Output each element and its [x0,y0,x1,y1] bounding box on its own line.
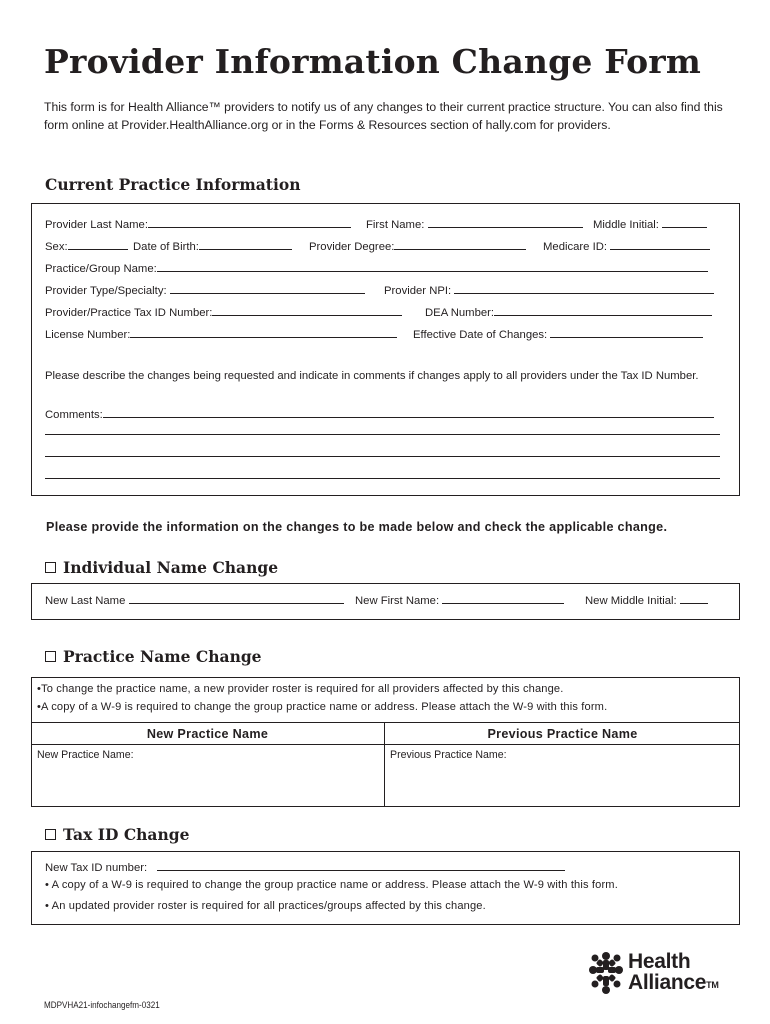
medicare-group [543,240,710,253]
medicare-id-field[interactable] [610,240,710,250]
row-tax-id [45,306,402,319]
practice-group-field[interactable] [157,262,708,272]
dob-field[interactable] [199,240,292,250]
comments-field[interactable] [103,408,714,418]
practice-change-frame [31,677,740,807]
logo-trademark: TM [706,980,719,990]
logo-line-health: Health [628,950,691,973]
new-middle-initial-field[interactable] [680,594,708,604]
effective-date-group [413,328,703,341]
first-name-field[interactable] [428,218,583,228]
current-practice-heading: Current Practice Information [45,175,301,194]
middle-initial-group [593,218,707,231]
practice-name-change-label: Practice Name Change [63,647,262,666]
license-label: License Number: [45,329,131,341]
comments-label: Comments: [45,409,103,421]
new-last-name-field[interactable] [129,594,344,604]
new-last-name-label: New Last Name [45,595,126,607]
row-practice-group [45,262,708,275]
practice-table-top-rule [31,722,740,723]
dea-group [425,306,712,319]
degree-field[interactable] [394,240,526,250]
individual-name-change-checkbox[interactable] [45,562,56,573]
type-specialty-label: Provider Type/Specialty: [45,285,167,297]
page-title: Provider Information Change Form [44,42,701,81]
new-first-name-group [355,594,564,607]
row-new-tax-id [45,861,565,874]
practice-table-head-rule [31,744,740,745]
first-name-label: First Name: [366,219,425,231]
row-new-last-name [45,594,344,607]
provider-last-name-label: Provider Last Name: [45,219,148,231]
new-first-name-field[interactable] [442,594,564,604]
col-new-practice-name: New Practice Name [146,727,269,741]
provider-last-name-field[interactable] [148,218,351,228]
tax-bullet-roster: • An updated provider roster is required for all practices/groups affected by this change. [45,900,486,912]
medicare-id-label: Medicare ID: [543,241,608,253]
dob-label: Date of Birth: [133,241,199,253]
tax-id-label: Provider/Practice Tax ID Number: [45,307,213,319]
row-provider-name [45,218,351,231]
practice-bullet-w9: •A copy of a W-9 is required to change the group practice name or address. Please attach the W-9 with this form. [37,701,608,713]
practice-name-change-heading [45,647,262,666]
new-tax-id-field[interactable] [157,861,565,871]
describe-changes-text: Please describe the changes being requested and indicate in comments if changes apply to all providers under the Tax ID Number. [45,370,699,382]
row-license [45,328,397,341]
sex-label: Sex: [45,241,68,253]
npi-field[interactable] [454,284,714,294]
degree-group [309,240,526,253]
dea-label: DEA Number: [425,307,495,319]
practice-bullet-roster: •To change the practice name, a new provider roster is required for all providers affected by this change. [37,683,564,695]
health-alliance-logo [588,951,738,997]
individual-name-change-heading [45,558,278,577]
intro-paragraph: This form is for Health Alliance™ providers to notify us of any changes to their current practice structure. You can also find this form online at Provider.HealthAlliance.org or in the Forms & Resources section of hally.com for providers. [44,100,723,132]
tax-id-change-checkbox[interactable] [45,829,56,840]
effective-date-label: Effective Date of Changes: [413,329,548,341]
row-comments [45,408,714,421]
previous-practice-name-cell[interactable]: Previous Practice Name: [390,749,507,761]
individual-name-change-label: Individual Name Change [63,558,279,577]
logo-wordmark [628,951,719,996]
form-code: MDPVHA21-infochangefm-0321 [44,1000,160,1010]
new-middle-group [585,594,708,607]
row-type-specialty [45,284,365,297]
health-alliance-mark-icon [588,951,624,995]
new-practice-name-cell[interactable]: New Practice Name: [37,749,134,761]
new-tax-id-label: New Tax ID number: [45,862,148,874]
logo-line-alliance: Alliance [628,971,707,994]
effective-date-field[interactable] [550,328,703,338]
middle-initial-label: Middle Initial: [593,219,659,231]
npi-group [384,284,714,297]
type-specialty-field[interactable] [170,284,365,294]
row-sex [45,240,128,253]
comments-line-2[interactable] [45,434,720,435]
col-previous-practice-name: Previous Practice Name [487,727,638,741]
first-name-group [366,218,583,231]
practice-group-label: Practice/Group Name: [45,263,157,275]
dob-group [133,240,292,253]
tax-bullet-w9: • A copy of a W-9 is required to change the group practice name or address. Please attach the W-9 with this form. [45,879,618,891]
practice-name-change-checkbox[interactable] [45,651,56,662]
comments-line-4[interactable] [45,478,720,479]
new-first-name-label: New First Name: [355,595,440,607]
change-instruction: Please provide the information on the changes to be made below and check the applicable change. [46,520,668,534]
tax-id-field[interactable] [212,306,402,316]
middle-initial-field[interactable] [662,218,707,228]
tax-id-change-label: Tax ID Change [63,825,190,844]
sex-field[interactable] [68,240,128,250]
comments-line-3[interactable] [45,456,720,457]
npi-label: Provider NPI: [384,285,452,297]
new-middle-initial-label: New Middle Initial: [585,595,677,607]
tax-id-change-heading [45,825,189,844]
license-field[interactable] [130,328,397,338]
dea-field[interactable] [494,306,712,316]
degree-label: Provider Degree: [309,241,395,253]
